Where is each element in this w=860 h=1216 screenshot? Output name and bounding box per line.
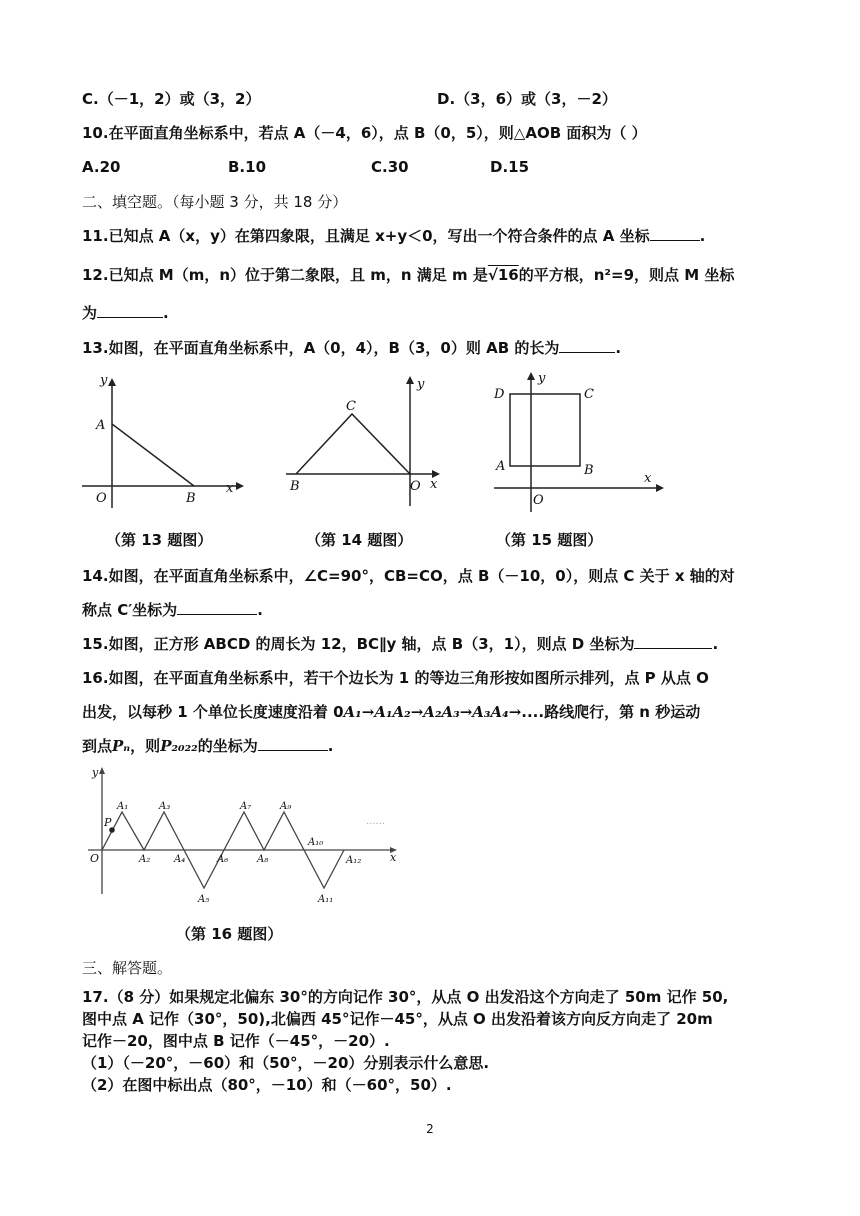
fig16-dots: ......: [366, 816, 386, 827]
q16-p2022: P₂₀₂₂: [160, 737, 198, 755]
fig15-label-a: A: [496, 459, 506, 474]
fig14-label-c: C: [346, 399, 356, 414]
q9-option-c: C.（－1，2）或（3，2）: [82, 90, 261, 108]
q17-sub2: （2）在图中标出点（80°，－10）和（－60°，50）.: [82, 1076, 452, 1094]
q11-end: .: [699, 227, 706, 245]
fig13-label-o: O: [96, 491, 107, 506]
fig16-caption: （第 16 题图）: [176, 925, 283, 943]
q12-text-b: 的平方根，n²=9，则点 M 坐标: [518, 266, 735, 284]
fig15-label-d: D: [494, 387, 505, 402]
q15-answer-blank[interactable]: [634, 634, 712, 649]
q15-end: .: [712, 635, 719, 653]
q17-line3: 记作－20，图中点 B 记作（－45°，－20）.: [82, 1032, 390, 1050]
q13-end: .: [615, 339, 622, 357]
fig16-label-p: P: [104, 816, 112, 829]
fig15-label-c: C: [584, 387, 594, 402]
q17-sub1: （1）（－20°，－60）和（50°，－20）分别表示什么意思.: [82, 1054, 490, 1072]
fig13-label-a: A: [96, 418, 106, 433]
q10-option-b: B.10: [228, 158, 267, 176]
q16-text-b: ....路线爬行，第 n 秒运动: [521, 703, 701, 721]
q10-option-a: A.20: [82, 158, 121, 176]
q12-text-a: 12.已知点 M（m，n）位于第二象限，且 m，n 满足 m 是: [82, 266, 488, 284]
fig16-label-a5: A₅: [198, 894, 210, 905]
q12-answer-blank[interactable]: [97, 303, 163, 318]
q14-line2: [82, 600, 263, 620]
q14-line1: 14.如图，在平面直角坐标系中，∠C=90°，CB=CO，点 B（－10，0），则点 C 关于 x 轴的对: [82, 567, 735, 585]
fig16-label-a2: A₂: [139, 854, 151, 865]
q12-line2: [82, 303, 169, 323]
figure-15: [486, 366, 676, 516]
q10-option-c: C.30: [371, 158, 409, 176]
q16-text-c: 到点: [82, 737, 113, 755]
q13-answer-blank[interactable]: [559, 338, 615, 353]
q14-text: 称点 C′坐标为: [82, 601, 178, 619]
fig15-label-o: O: [533, 493, 544, 508]
fig16-label-o: O: [90, 852, 100, 865]
q15-text: 15.如图，正方形 ABCD 的周长为 12，BC∥y 轴，点 B（3，1），则点 D 坐标为: [82, 635, 635, 653]
section-fill-in-heading: 二、填空题。（每小题 3 分，共 18 分）: [82, 193, 348, 211]
q13-text: 13.如图，在平面直角坐标系中，A（0，4），B（3，0）则 AB 的长为: [82, 339, 560, 357]
q12-sqrt16: √16: [487, 266, 519, 284]
fig14-caption: （第 14 题图）: [306, 531, 413, 549]
fig16-label-a9: A₉: [280, 801, 292, 812]
fig15-label-x: x: [644, 471, 652, 486]
fig13-label-b: B: [186, 491, 196, 506]
q17-line1: 17.（8 分）如果规定北偏东 30°的方向记作 30°，从点 O 出发沿这个方向走了 50m 记作 50,: [82, 988, 729, 1006]
fig16-label-a4: A₄: [174, 854, 186, 865]
q13: [82, 338, 621, 358]
q16-text-e: 的坐标为: [197, 737, 258, 755]
fig13-label-x: x: [226, 481, 234, 496]
q11-text: 11.已知点 A（x，y）在第四象限，且满足 x+y＜0，写出一个符合条件的点 A 坐标: [82, 227, 650, 245]
fig16-label-a3: A₃: [159, 801, 171, 812]
q10-option-d: D.15: [490, 158, 530, 176]
fig16-label-x: x: [390, 851, 397, 864]
fig16-label-a10: A₁₀: [308, 837, 324, 848]
section-answer-heading: 三、解答题。: [82, 959, 173, 977]
figure-13: [70, 370, 250, 520]
fig13-label-y: y: [100, 373, 108, 388]
q11-answer-blank[interactable]: [650, 226, 700, 241]
fig16-label-y: y: [92, 766, 99, 779]
q16-answer-blank[interactable]: [258, 736, 328, 751]
q16-line2: [82, 702, 700, 722]
fig16-label-a12: A₁₂: [346, 855, 362, 866]
figure-14: [280, 370, 450, 520]
q16-text-d: ，则: [130, 737, 161, 755]
q10-stem: 10.在平面直角坐标系中，若点 A（－4，6），点 B（0，5），则△AOB 面积为（ ）: [82, 124, 647, 142]
q16-line3: [82, 736, 333, 756]
q12-line1: [82, 265, 734, 285]
fig16-label-a1: A₁: [117, 801, 129, 812]
fig16-label-a6: A₆: [217, 854, 229, 865]
q16-line1: 16.如图，在平面直角坐标系中，若干个边长为 1 的等边三角形按如图所示排列，点 P 从点 O: [82, 669, 709, 687]
q16-path: A₁→A₁A₂→A₂A₃→A₃A₄→: [343, 703, 522, 721]
figure-16: [84, 764, 414, 914]
q16-text-a: 出发，以每秒 1 个单位长度速度沿着 0: [82, 703, 344, 721]
fig13-caption: （第 13 题图）: [106, 531, 213, 549]
fig14-label-b: B: [290, 479, 300, 494]
q12-text-c: 为: [82, 304, 98, 322]
page-number: 2: [426, 1122, 434, 1136]
fig15-caption: （第 15 题图）: [496, 531, 603, 549]
fig14-label-x: x: [430, 477, 438, 492]
q16-pn: Pₙ: [112, 737, 131, 755]
fig16-label-a11: A₁₁: [318, 894, 334, 905]
fig14-label-o: O: [410, 479, 421, 494]
q14-end: .: [257, 601, 263, 619]
q14-answer-blank[interactable]: [177, 600, 257, 615]
fig15-label-y: y: [538, 371, 546, 386]
q11: [82, 226, 705, 246]
q16-end: .: [327, 737, 334, 755]
q17-line2: 图中点 A 记作（30°，50),北偏西 45°记作－45°，从点 O 出发沿着该方向反方向走了 20m: [82, 1010, 713, 1028]
q9-option-d: D.（3，6）或（3，－2）: [437, 90, 617, 108]
fig16-label-a8: A₈: [257, 854, 269, 865]
fig16-label-a7: A₇: [240, 801, 252, 812]
q12-end: .: [163, 304, 169, 322]
q15: [82, 634, 718, 654]
fig15-label-b: B: [584, 463, 594, 478]
fig14-label-y: y: [417, 377, 425, 392]
